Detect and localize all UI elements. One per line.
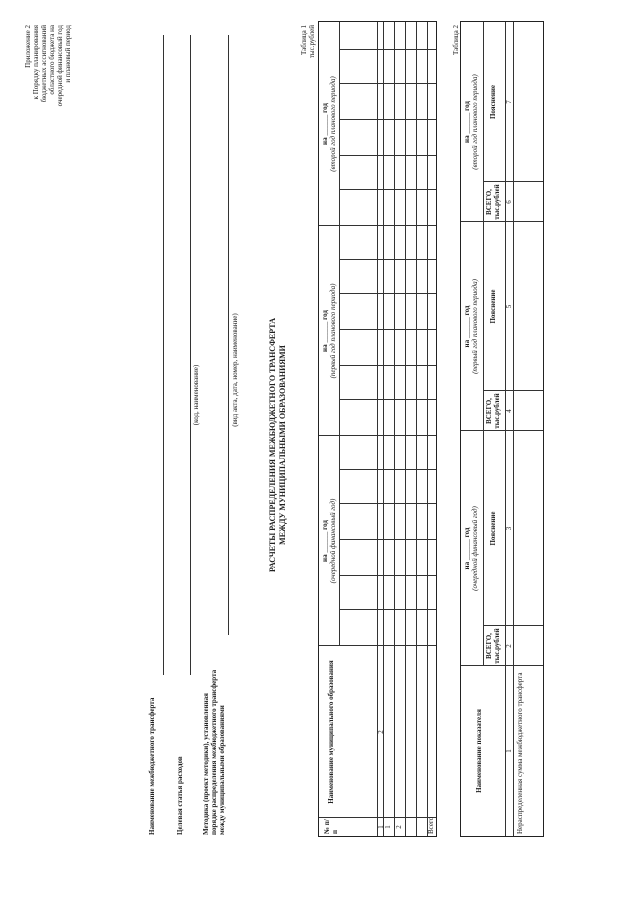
period-suffix: год: [321, 520, 329, 530]
period-prefix: на: [321, 554, 329, 562]
table1-row3-bottom: [416, 22, 417, 836]
table1-subcol: [339, 365, 436, 366]
table2-index-bottom: [513, 22, 514, 836]
table1-col-name: Наименование муниципального образования: [327, 660, 335, 804]
table1-period-3: на ______ год (второй год планового периода): [321, 22, 337, 226]
period-prefix: на: [463, 339, 471, 348]
table1-period-line: [339, 436, 340, 646]
method-label-line: Методика (проект методики), установленная: [202, 693, 210, 835]
table1-total-label: Всего: [427, 816, 435, 834]
table1-col-num: № п/п: [323, 819, 339, 834]
table1-subcol: [339, 259, 436, 260]
table1-subcol: [339, 155, 436, 156]
table2-caption: Таблица 2: [452, 25, 460, 55]
table1-row4-bottom: [427, 22, 428, 836]
table2-col-indicator: Наименование показателя: [475, 709, 483, 793]
table2: [460, 21, 544, 837]
table2-index-cell: 2: [505, 644, 513, 648]
table2-period-1: на ______ год (очередной финансовый год): [463, 431, 479, 666]
method-label: [202, 635, 226, 835]
appendix-line: Приложение 2: [24, 25, 32, 68]
appendix-line: бюджетных ассигнований: [40, 25, 48, 103]
table2-col-total: ВСЕГО, тыс.рублей: [485, 184, 501, 220]
method-hint: (вид акта, дата, номер, наименование): [231, 313, 239, 427]
table2-period-line: [483, 22, 484, 666]
table1: [318, 21, 437, 837]
table1-index-cell: 2: [377, 730, 385, 734]
transfer-name-label: Наименование межбюджетного трансферта: [148, 697, 156, 835]
table1-row-number: 1: [384, 825, 392, 829]
expense-item-hint: (код, наименование): [192, 364, 200, 426]
method-line: [228, 35, 229, 635]
method-label-line: порядке распределения межбюджетного трансферта: [210, 669, 218, 835]
period-prefix: на: [463, 135, 471, 143]
expense-item-label: Целевая статья расходов: [176, 756, 184, 835]
appendix-line: и плановый период: [64, 25, 72, 83]
period-suffix: год: [321, 310, 329, 320]
table2-col-total: ВСЕГО, тыс.рублей: [485, 393, 501, 429]
table1-subcol: [339, 575, 436, 576]
period-hint: (очередной финансовый год): [471, 506, 479, 591]
table1-row2-bottom: [405, 22, 406, 836]
transfer-name-line: [163, 35, 164, 675]
table2-index-cell: 6: [505, 200, 513, 204]
expense-item-line: [190, 35, 191, 675]
table1-period-2: на ______ год (первый год планового периода): [321, 226, 337, 436]
table1-index-cell: 1: [377, 825, 385, 829]
table2-index-cell: 5: [505, 304, 513, 309]
period-hint: (второй год планового периода): [471, 74, 479, 170]
table1-subcol: [339, 49, 436, 50]
table1-unit: тыс.рублей: [308, 25, 316, 59]
period-hint: (второй год планового периода): [329, 76, 337, 172]
table1-subcol: [339, 469, 436, 470]
title-line: РАСЧЕТЫ РАСПРЕДЕЛЕНИЯ МЕЖБЮДЖЕТНОГО ТРАНСФЕРТА: [268, 318, 277, 572]
table1-caption: Таблица 1: [300, 25, 308, 55]
period-prefix: на: [321, 344, 329, 352]
table1-subcol: [339, 399, 436, 400]
table1-period-1: на ______ год (очередной финансовый год): [321, 436, 337, 646]
period-suffix: год: [463, 101, 471, 111]
method-label-line: между муниципальными образованиями: [218, 705, 226, 835]
table2-row-label: Нераспределенная сумма межбюджетного трансферта: [516, 672, 524, 834]
period-suffix: год: [321, 103, 329, 113]
table2-index-cell: 7: [505, 100, 513, 104]
title-line: МЕЖДУ МУНИЦИПАЛЬНЫМИ ОБРАЗОВАНИЯМИ: [278, 345, 287, 545]
period-hint: (первый год планового периода): [471, 279, 479, 374]
table1-subcol: [339, 189, 436, 190]
table1-subcol: [339, 539, 436, 540]
appendix-block: [24, 25, 72, 135]
table1-subcol: [339, 503, 436, 504]
table2-index-cell: 4: [505, 409, 513, 413]
appendix-line: очередной финансовый год: [56, 25, 64, 107]
period-suffix: год: [463, 527, 471, 538]
table2-col-explain: Пояснение: [489, 289, 497, 324]
period-prefix: на: [463, 561, 471, 570]
table2-col-explain: Пояснение: [489, 84, 497, 120]
page-title: [268, 235, 288, 655]
table2-col-total: ВСЕГО, тыс.рублей: [485, 628, 501, 664]
period-suffix: год: [463, 305, 471, 316]
appendix-line: к Порядку планирования: [32, 25, 40, 100]
table2-index-cell: 1: [505, 749, 513, 753]
table1-row1-bottom: [394, 22, 395, 836]
table1-row-number: 2: [395, 825, 403, 829]
table1-subcol: [339, 119, 436, 120]
table1-period-line: [339, 22, 340, 226]
table2-col-explain: Пояснение: [489, 511, 497, 546]
period-prefix: на: [321, 137, 329, 145]
table1-subcol: [339, 83, 436, 84]
table2-period-3: на ______ год (второй год планового периода): [463, 22, 479, 222]
table1-subcol: [339, 329, 436, 330]
table1-subcol: [339, 609, 436, 610]
table1-subcol: [339, 293, 436, 294]
appendix-line: областного бюджета на: [48, 25, 56, 95]
table2-index-cell: 3: [505, 526, 513, 531]
table1-period-line: [339, 226, 340, 436]
period-hint: (первый год планового периода): [329, 283, 337, 379]
table2-period-2: на ______ год (первый год планового периода): [463, 222, 479, 431]
period-hint: (очередной финансовый год): [329, 498, 337, 584]
